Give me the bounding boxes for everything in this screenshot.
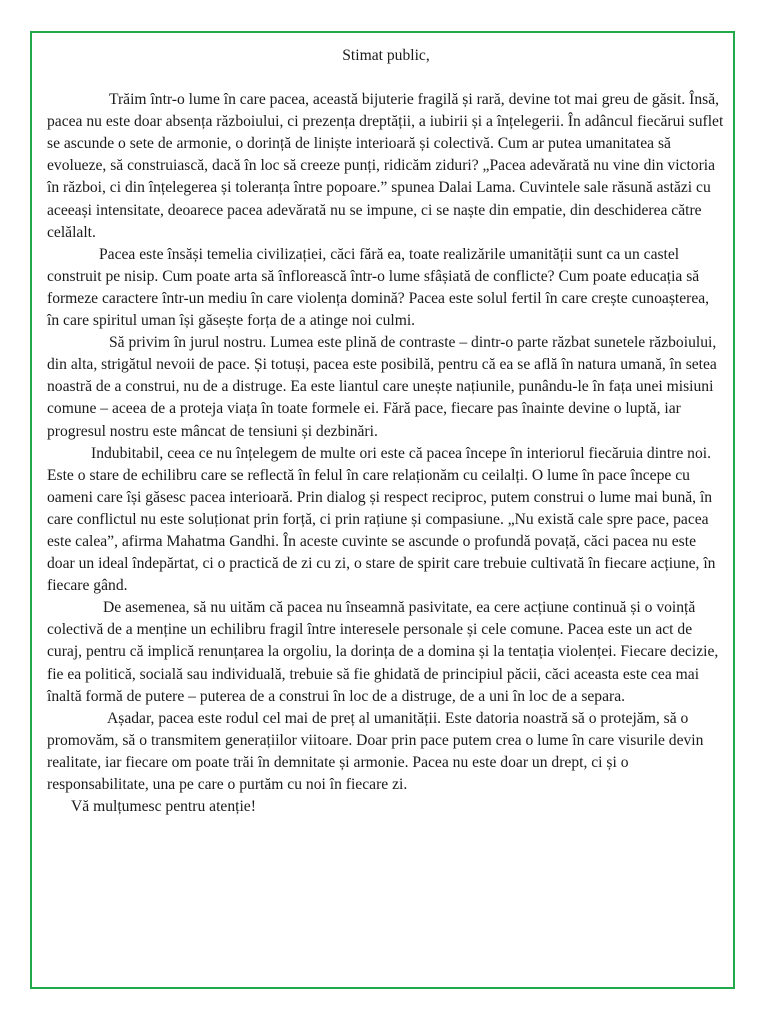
letter-body — [47, 45, 725, 818]
paragraph-1: Trăim într-o lume în care pacea, această bijuterie fragilă și rară, devine tot mai greu de găsit. Însă, pacea nu este doar absența războiului, ci prezența dreptății, a iubirii și a înțelegerii. În adâncul fiecărui suflet se ascunde o sete de armonie, o dorință de liniște interioară și colectivă. Cum ar putea umanitatea să evolueze, să construiască, dacă în loc să creeze punți, ridicăm ziduri? „Pacea adevărată nu vine din victoria în război, ci din înțelegerea și toleranța între popoare.” spunea Dalai Lama. Cuvintele sale răsună astăzi cu aceeași intensitate, deoarece pacea adevărată nu se impune, ci se naște din empatie, din deschiderea către celălalt. — [47, 91, 724, 241]
closing-line: Vă mulțumesc pentru atenție! — [71, 798, 256, 816]
paragraph-3: Să privim în jurul nostru. Lumea este plină de contraste – dintr-o parte răzbat sunetele războiului, din alta, strigătul nevoii de pace. Și totuși, pacea este posibilă, pentru că ea se află în natura umană, în setea noastră de a construi, nu de a distruge. Ea este liantul care unește națiunile, punându-le în fața unei misiuni comune – aceea de a proteja viața în toate formele ei. Fără pace, fiecare pas înainte devine o luptă, iar progresul nostru este mâncat de tensiuni și dezbinări. — [47, 334, 717, 440]
paragraph-5: De asemenea, să nu uităm că pacea nu înseamnă pasivitate, ea cere acțiune continuă și o voință colectivă de a menține un echilibru fragil între interesele personale și cele comune. Pacea este un act de curaj, pentru că implică renunțarea la orgoliu, la dorința de a domina și la tentația violenței. Fiecare decizie, fie ea politică, socială sau individuală, trebuie să fie ghidată de principiul păcii, căci aceasta este cea mai înaltă formă de putere – puterea de a construi în loc de a distruge, de a uni în loc de a separa. — [47, 599, 719, 705]
paragraph-2: Pacea este însăși temelia civilizației, căci fără ea, toate realizările umanității sunt ca un castel construit pe nisip. Cum poate arta să înflorească într-o lume sfâșiată de conflicte? Cum poate educația să formeze caractere într-un mediu în care violența domină? Pacea este solul fertil în care crește cunoașterea, în care spiritul uman își găsește forța de a atinge noi culmi. — [47, 245, 710, 330]
page-frame — [30, 31, 735, 989]
salutation: Stimat public, — [342, 47, 430, 64]
paragraph-6: Așadar, pacea este rodul cel mai de preț al umanității. Este datoria noastră să o protejăm, să o promovăm, să o transmitem generațiilor viitoare. Doar prin pace putem crea o lume în care visurile devin realitate, iar fiecare om poate trăi în demnitate și armonie. Pacea nu este doar un drept, ci și o responsabilitate, una pe care o purtăm cu noi în fiecare zi. — [47, 709, 704, 793]
paragraph-4: Indubitabil, ceea ce nu înțelegem de multe ori este că pacea începe în interiorul fiecăruia dintre noi. Este o stare de echilibru care se reflectă în felul în care relaționăm cu ceilalți. O lume în pace începe cu oameni care își găsesc pacea interioară. Prin dialog și respect reciproc, putem construi o lume mai bună, în care conflictul nu este soluționat prin forță, ci prin rațiune și compasiune. „Nu există cale spre pace, pacea este calea”, afirma Mahatma Gandhi. În aceste cuvinte se ascunde o profundă povață, căci pacea nu este doar un ideal îndepărtat, ci o practică de zi cu zi, o stare de spirit care trebuie cultivată în fiecare acțiune, în fiecare gând. — [47, 444, 716, 595]
